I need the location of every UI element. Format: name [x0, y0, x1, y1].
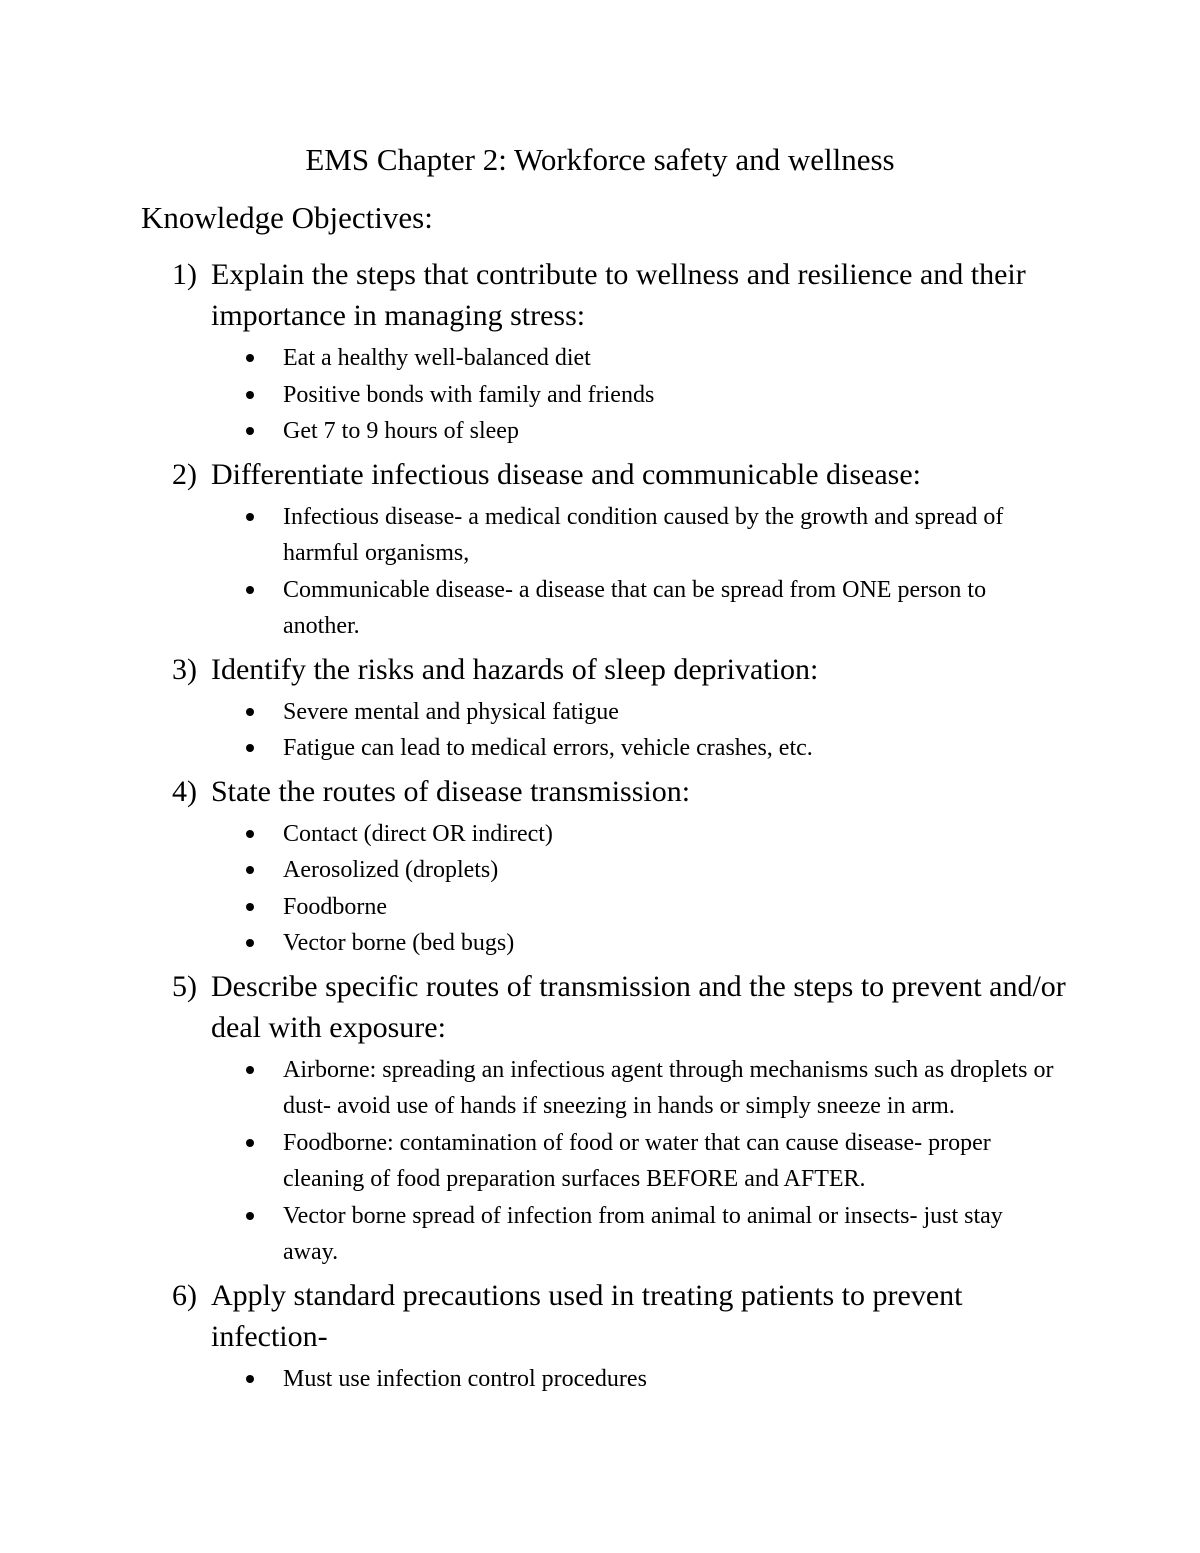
bullet-icon: [246, 903, 254, 911]
objective-number: 2): [172, 457, 197, 491]
bullet-text: Contact (direct OR indirect): [283, 820, 553, 847]
bullet-icon: [246, 1375, 254, 1383]
section-heading: Knowledge Objectives:: [141, 200, 433, 235]
bullet-text: Vector borne spread of infection from animal to animal or insects- just stay away.: [283, 1202, 1003, 1265]
list-item: [211, 413, 1063, 450]
bullet-text: Get 7 to 9 hours of sleep: [283, 418, 519, 444]
objective-item: [172, 454, 1072, 645]
bullet-list: [211, 499, 1072, 645]
bullet-text: Foodborne: [283, 893, 387, 920]
objective-number: 1): [172, 258, 197, 291]
bullet-text: Aerosolized (droplets): [283, 857, 499, 883]
bullet-text: Positive bonds with family and friends: [283, 381, 655, 408]
bullet-icon: [246, 744, 254, 752]
list-item: [211, 572, 1063, 645]
bullet-text: Airborne: spreading an infectious agent through mechanisms such as droplets or dust- avoid use of hands if sneezing in hands or simply sneeze in arm.: [283, 1056, 1054, 1119]
bullet-icon: [246, 830, 254, 838]
objective-text: Explain the steps that contribute to wellness and resilience and their importance in managing stress:: [211, 258, 1026, 332]
document-title: EMS Chapter 2: Workforce safety and wellness: [305, 142, 895, 177]
bullet-icon: [246, 1066, 254, 1074]
list-item: [211, 730, 1063, 767]
list-item: [211, 1052, 1063, 1125]
list-item: [211, 694, 1063, 731]
bullet-list: [211, 1361, 1072, 1398]
objectives-list: [172, 254, 1072, 1401]
bullet-text: Foodborne: contamination of food or water that can cause disease- proper cleaning of food preparation surfaces BEFORE and AFTER.: [283, 1129, 991, 1192]
list-item: [211, 1198, 1063, 1271]
bullet-text: Must use infection control procedures: [283, 1365, 647, 1392]
bullet-icon: [246, 939, 254, 947]
list-item: [211, 816, 1063, 853]
objective-text: State the routes of disease transmission:: [211, 774, 691, 808]
bullet-list: [211, 1052, 1072, 1271]
list-item: [211, 499, 1063, 572]
list-item: [211, 1361, 1063, 1398]
objective-text: Identify the risks and hazards of sleep deprivation:: [211, 652, 819, 686]
bullet-icon: [246, 427, 254, 435]
bullet-icon: [246, 866, 254, 874]
bullet-text: Infectious disease- a medical condition caused by the growth and spread of harmful organisms,: [283, 503, 1004, 566]
bullet-text: Vector borne (bed bugs): [283, 930, 515, 956]
bullet-icon: [246, 354, 254, 362]
bullet-text: Severe mental and physical fatigue: [283, 698, 619, 725]
bullet-icon: [246, 513, 254, 521]
bullet-icon: [246, 1139, 254, 1147]
bullet-list: [211, 816, 1072, 962]
bullet-text: Fatigue can lead to medical errors, vehicle crashes, etc.: [283, 735, 813, 761]
list-item: [211, 889, 1063, 926]
bullet-icon: [246, 708, 254, 716]
list-item: [211, 925, 1063, 962]
objective-item: [172, 254, 1072, 450]
objective-item: [172, 771, 1072, 962]
list-item: [211, 852, 1063, 889]
bullet-icon: [246, 391, 254, 399]
objective-number: 6): [172, 1278, 197, 1312]
objective-number: 5): [172, 969, 197, 1003]
objective-text: Apply standard precautions used in treating patients to prevent infection-: [211, 1278, 963, 1353]
objective-text: Describe specific routes of transmission and the steps to prevent and/or deal with exposure:: [211, 969, 1066, 1044]
objective-item: [172, 966, 1072, 1271]
bullet-list: [211, 340, 1072, 450]
objective-text: Differentiate infectious disease and communicable disease:: [211, 457, 922, 491]
objective-number: 3): [172, 652, 197, 686]
bullet-icon: [246, 586, 254, 594]
bullet-text: Communicable disease- a disease that can be spread from ONE person to another.: [283, 576, 987, 639]
objective-number: 4): [172, 774, 197, 808]
list-item: [211, 340, 1063, 377]
list-item: [211, 1125, 1063, 1198]
objective-item: [172, 649, 1072, 767]
list-item: [211, 377, 1063, 414]
bullet-list: [211, 694, 1072, 767]
objective-item: [172, 1275, 1072, 1398]
bullet-text: Eat a healthy well-balanced diet: [283, 345, 591, 371]
bullet-icon: [246, 1212, 254, 1220]
